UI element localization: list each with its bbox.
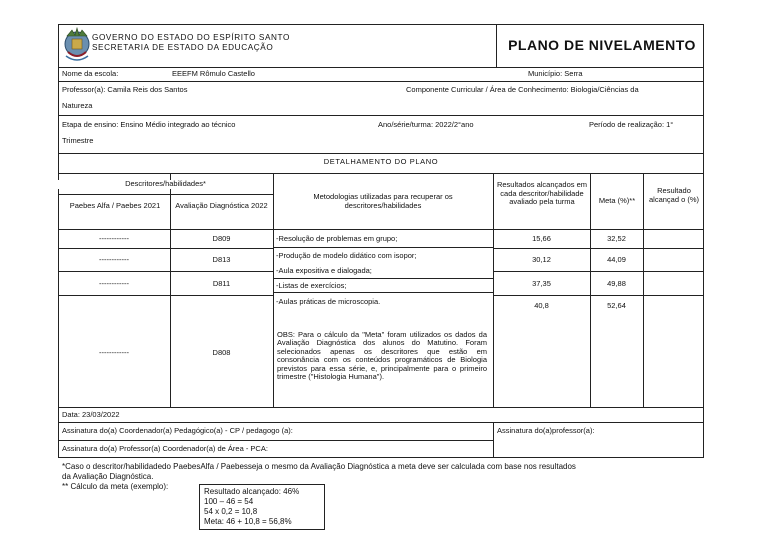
signature-teacher: Assinatura do(a)professor(a):	[497, 426, 595, 435]
municipio: Município: Serra	[528, 69, 583, 78]
formula-line: 100 – 46 = 54	[204, 497, 254, 506]
signature-area-coordinator: Assinatura do(a) Professor(a) Coordenador(a) de Área - PCA:	[62, 444, 268, 453]
coat-of-arms-icon	[62, 26, 92, 66]
componente-curricular-cont: Natureza	[62, 101, 93, 110]
methodology-item: -Aulas práticas de microscopia.	[276, 297, 381, 306]
header-metodologias: Metodologias utilizadas para recuperar os descritores/habilidades	[313, 192, 453, 210]
footnote-1-cont: da Avaliação Diagnóstica.	[62, 472, 154, 481]
header-meta: Meta (%)**	[598, 196, 636, 205]
date: Data: 23/03/2022	[62, 410, 120, 419]
table-row-1-avaliacao: D809	[212, 234, 231, 243]
table-row-3-paebes: ------------	[99, 279, 129, 288]
methodology-item: -Produção de modelo didático com isopor;	[276, 251, 417, 260]
school-name: EEEFM Rômulo Castello	[172, 69, 255, 78]
header-paebes: Paebes Alfa / Paebes 2021	[69, 201, 161, 210]
table-row-4-avaliacao: D808	[212, 348, 231, 357]
table-row-1-resultado: 15,66	[532, 234, 551, 243]
methodology-item: -Resolução de problemas em grupo;	[276, 234, 398, 243]
table-row-3-resultado: 37,35	[532, 279, 551, 288]
formula-line: Meta: 46 + 10,8 = 56,8%	[204, 517, 292, 526]
table-row-2-meta: 44,09	[607, 255, 626, 264]
school-label: Nome da escola:	[62, 69, 119, 78]
obs-note: OBS: Para o cálculo da "Meta" foram utilizados os dados da Avaliação Diagnóstica dos alunos do Matutino. Foram selecionados apenas os descritores que estão em consonância com os conteúdos programáticos de Biologia previstos para essa série, e, principalmente para o primeiro trimestre ("Histologia Humana").	[277, 330, 487, 381]
ano-serie-turma: Ano/série/turma: 2022/2°ano	[378, 120, 474, 129]
signature-coordinator: Assinatura do(a) Coordenador(a) Pedagógico(a) - CP / pedagogo (a):	[62, 426, 293, 435]
header-resultados: Resultados alcançados em cada descritor/habilidade avaliado pela turma	[496, 180, 588, 207]
componente-curricular: Componente Curricular / Área de Conhecimento: Biologia/Ciências da	[406, 85, 639, 94]
periodo-realizacao-cont: Trimestre	[62, 136, 94, 145]
periodo-realizacao: Período de realização: 1°	[589, 120, 674, 129]
methodology-item: -Aula expositiva e dialogada;	[276, 266, 372, 275]
table-row-4-resultado: 40,8	[534, 301, 549, 310]
formula-line: Resultado alcançado: 46%	[204, 487, 300, 496]
table-row-3-meta: 49,88	[607, 279, 626, 288]
professor-name: Professor(a): Camila Reis dos Santos	[62, 85, 188, 94]
table-row-2-resultado: 30,12	[532, 255, 551, 264]
table-row-3-avaliacao: D811	[212, 279, 231, 288]
table-row-4-meta: 52,64	[607, 301, 626, 310]
header-descritores: Descritores/habilidades*	[58, 180, 273, 189]
methodology-item: -Listas de exercícios;	[276, 281, 347, 290]
section-title: DETALHAMENTO DO PLANO	[323, 157, 439, 166]
formula-box	[199, 484, 325, 530]
footnote-1: *Caso o descritor/habilidadedo PaebesAlfa / Paebesseja o mesmo da Avaliação Diagnóstica a meta deve ser calculada com base nos resultados	[62, 462, 576, 471]
table-row-2-avaliacao: D813	[212, 255, 231, 264]
header-avaliacao: Avaliação Diagnóstica 2022	[175, 201, 268, 210]
table-row-4-paebes: ------------	[99, 348, 129, 357]
table-row-2-paebes: ------------	[99, 255, 129, 264]
secretaria-name: SECRETARIA DE ESTADO DA EDUCAÇÃO	[92, 43, 274, 52]
table-row-1-meta: 32,52	[607, 234, 626, 243]
footnote-2: ** Cálculo da meta (exemplo):	[62, 482, 169, 491]
formula-line: 54 x 0,2 = 10,8	[204, 507, 258, 516]
header-resultado-alcancado: Resultado alcançad o (%)	[648, 186, 700, 204]
etapa-ensino: Etapa de ensino: Ensino Médio integrado ao técnico	[62, 120, 236, 129]
table-row-1-paebes: ------------	[99, 234, 129, 243]
government-name: GOVERNO DO ESTADO DO ESPÍRITO SANTO	[92, 33, 290, 42]
document-title: PLANO DE NIVELAMENTO	[508, 37, 696, 53]
